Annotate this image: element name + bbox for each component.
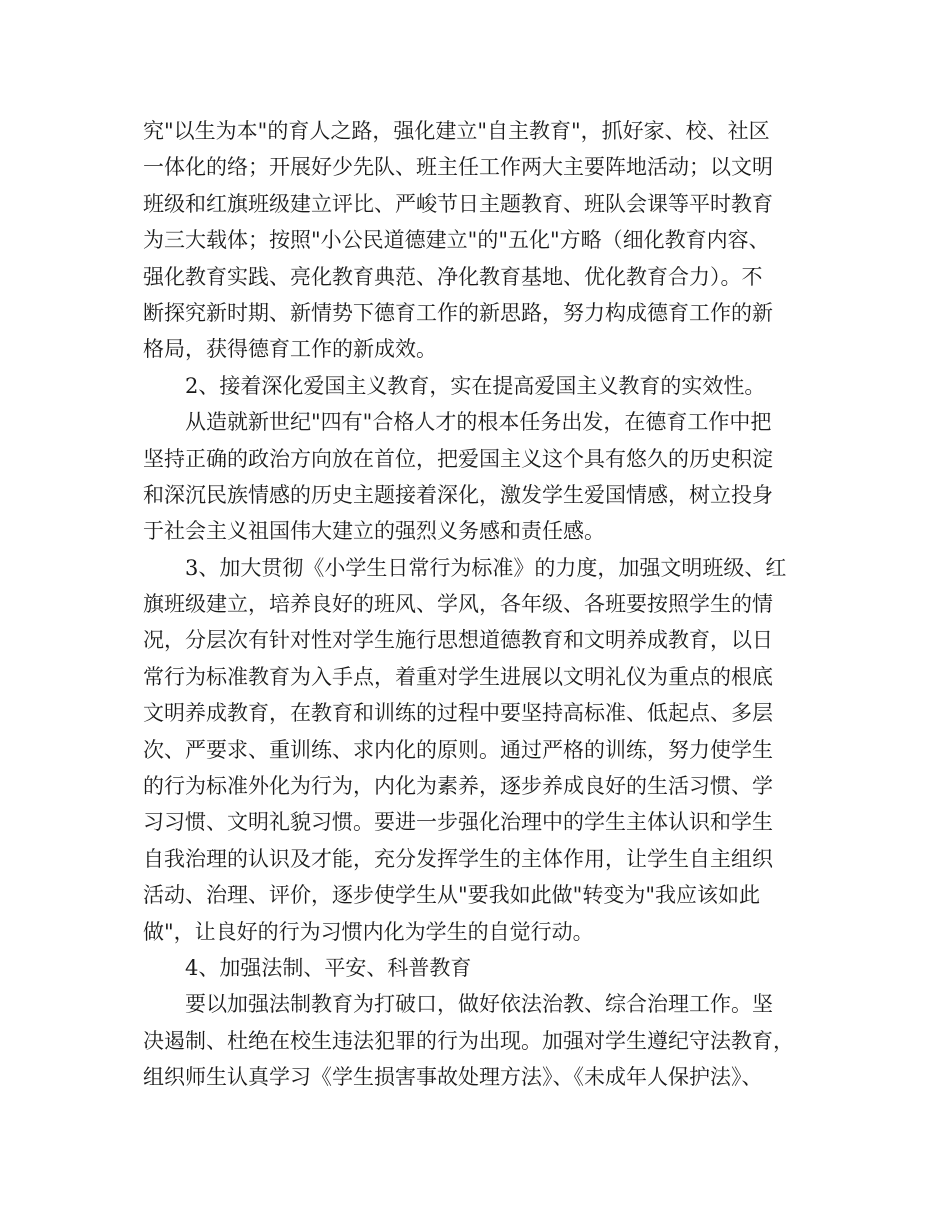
text-line: 旗班级建立，培养良好的班风、学风，各年级、各班要按照学生的情 xyxy=(143,592,773,617)
text-line: 断探究新时期、新情势下德育工作的新思路，努力构成德育工作的新 xyxy=(143,300,773,325)
text-line: 活动、治理、评价，逐步使学生从"要我如此做"转变为"我应该如此 xyxy=(143,883,760,908)
text-line: 自我治理的认识及才能，充分发挥学生的主体作用，让学生自主组织 xyxy=(143,846,773,871)
text-line: 习习惯、文明礼貌习惯。要进一步强化治理中的学生主体认识和学生 xyxy=(143,810,773,835)
text-line: 决遏制、杜绝在校生违法犯罪的行为出现。加强对学生遵纪守法教育， xyxy=(143,1028,794,1053)
text-line: 文明养成教育，在教育和训练的过程中要坚持高标准、低起点、多层 xyxy=(143,701,773,726)
text-line: 坚持正确的政治方向放在首位，把爱国主义这个具有悠久的历史积淀 xyxy=(143,446,773,471)
text-line: 为三大载体；按照"小公民道德建立"的"五化"方略（细化教育内容、 xyxy=(143,228,770,253)
text-line: 常行为标准教育为入手点，着重对学生进展以文明礼仪为重点的根底 xyxy=(143,664,773,689)
paragraph-first-line: 3、加大贯彻《小学生日常行为标准》的力度，加强文明班级、红 xyxy=(185,555,787,580)
text-line: 组织师生认真学习《学生损害事故处理方法》、《未成年人保护法》、 xyxy=(143,1065,763,1090)
paragraph-first-line: 从造就新世纪"四有"合格人才的根本任务出发，在德育工作中把 xyxy=(185,410,772,435)
text-line: 的行为标准外化为行为，内化为素养，逐步养成良好的生活习惯、学 xyxy=(143,774,773,799)
text-line: 和深沉民族情感的历史主题接着深化，激发学生爱国情感，树立投身 xyxy=(143,482,773,507)
text-line: 一体化的络；开展好少先队、班主任工作两大主要阵地活动；以文明 xyxy=(143,155,773,180)
paragraph-first-line: 要以加强法制教育为打破口，做好依法治教、综合治理工作。坚 xyxy=(185,992,773,1017)
text-line: 格局，获得德育工作的新成效。 xyxy=(143,337,437,362)
text-line: 次、严要求、重训练、求内化的原则。通过严格的训练，努力使学生 xyxy=(143,737,773,762)
text-line: 况，分层次有针对性对学生施行思想道德教育和文明养成教育，以日 xyxy=(143,628,773,653)
document-body xyxy=(143,113,813,1096)
text-line: 做"，让良好的行为习惯内化为学生的自觉行动。 xyxy=(143,919,594,944)
text-line: 班级和红旗班级建立评比、严峻节日主题教育、班队会课等平时教育 xyxy=(143,191,773,216)
paragraph-first-line: 2、接着深化爱国主义教育，实在提高爱国主义教育的实效性。 xyxy=(185,373,766,398)
text-line: 于社会主义祖国伟大建立的强烈义务感和责任感。 xyxy=(143,519,605,544)
text-line: 强化教育实践、亮化教育典范、净化教育基地、优化教育合力）。不 xyxy=(143,264,763,289)
text-line: 究"以生为本"的育人之路，强化建立"自主教育"，抓好家、校、社区 xyxy=(143,119,770,143)
paragraph-first-line: 4、加强法制、平安、科普教育 xyxy=(185,955,472,980)
